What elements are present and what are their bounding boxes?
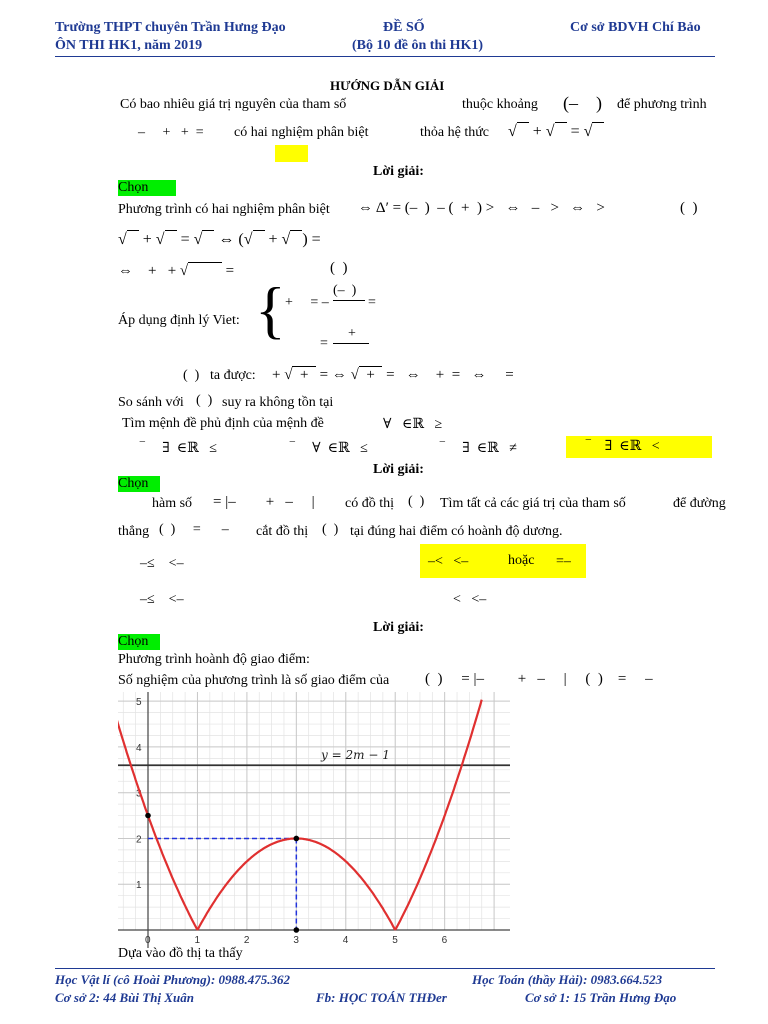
p2-statement: ∀ ∈ℝ ≥ bbox=[383, 417, 443, 432]
p3-chon-2: Chọn bbox=[118, 634, 160, 650]
p3-option-a: –≤ <– bbox=[140, 556, 184, 571]
p3-chon: Chọn bbox=[118, 476, 160, 492]
p1-eq-ref-1: ( ) bbox=[680, 200, 698, 216]
p1-step1: Phương trình có hai nghiệm phân biệt bbox=[118, 202, 330, 217]
p3-option-d: < <– bbox=[453, 592, 487, 607]
p3-graph-ref-1: ( ) bbox=[408, 494, 425, 509]
p3-option-c: –≤ <– bbox=[140, 592, 184, 607]
p2-option-a: ‾ ∃ ∈ℝ ≤ bbox=[140, 441, 217, 456]
school-name: Trường THPT chuyên Trần Hưng Đạo bbox=[55, 20, 286, 35]
p1-relation: √ + √ = √ bbox=[508, 122, 604, 141]
x-tick-label: 1 bbox=[194, 935, 201, 946]
p3-condition: tại đúng hai điểm có hoành độ dương. bbox=[350, 524, 563, 539]
exam-title: ĐỀ SỐ bbox=[383, 20, 425, 35]
p1-step4: + √ + = ⇔ √ + = ⇔ + = ⇔ = bbox=[272, 367, 514, 383]
viet-sum-bar bbox=[333, 300, 365, 301]
header-rule bbox=[55, 56, 715, 57]
p3-function: = |– + – | bbox=[213, 494, 315, 510]
p1-conclusion: suy ra không tồn tại bbox=[222, 395, 334, 410]
viet-sum-eq: = bbox=[368, 295, 376, 310]
p2-option-d-answer: ‾ ∃ ∈ℝ < bbox=[566, 436, 712, 458]
p3-loi-giai-2: Lời giải: bbox=[373, 620, 424, 635]
answer-highlight bbox=[275, 145, 308, 162]
y-tick-label: 2 bbox=[136, 834, 142, 846]
graph-point bbox=[294, 836, 300, 842]
viet-brace: { bbox=[255, 274, 286, 345]
p3-step2: Số nghiệm của phương trình là số giao điểm của bbox=[118, 673, 390, 688]
p1-interval: (– ) bbox=[563, 93, 602, 113]
y-tick-label: 5 bbox=[136, 697, 142, 709]
p1-loi-giai: Lời giải: bbox=[373, 164, 424, 179]
y-tick-label: 1 bbox=[136, 880, 142, 892]
x-tick-label: 5 bbox=[392, 935, 398, 946]
p1-step2: √ + √ = √ ⇔ (√ + √ ) = bbox=[118, 231, 321, 248]
p3-hoac: hoặc bbox=[508, 553, 535, 568]
p3-thang: thẳng bbox=[118, 524, 150, 539]
p3-step2-math: ( ) = |– + – | ( ) = – bbox=[425, 671, 653, 687]
footer-math: Học Toán (thầy Hải): 0983.664.523 bbox=[472, 972, 663, 987]
p3-tim: Tìm tất cả các giá trị của tham số bbox=[440, 496, 626, 511]
line-label: y = 2m − 1 bbox=[321, 748, 390, 763]
p3-conclusion: Dựa vào đồ thị ta thấy bbox=[118, 946, 243, 961]
center-name: Cơ sở BDVH Chí Bảo bbox=[570, 20, 701, 35]
y-tick-label: 3 bbox=[136, 788, 142, 800]
p3-ham-so: hàm số bbox=[152, 496, 193, 511]
p1-text-e: thỏa hệ thức bbox=[420, 125, 490, 140]
p3-step1: Phương trình hoành độ giao điểm: bbox=[118, 652, 310, 667]
viet-sum: + = – bbox=[285, 295, 329, 310]
p1-step3: ⇔ + + √ = bbox=[118, 263, 235, 279]
p1-ta-duoc: ta được: bbox=[210, 368, 256, 383]
p1-eq-ref-2: ( ) bbox=[330, 260, 348, 276]
p3-option-b-a: –< <– bbox=[428, 554, 469, 569]
p3-de-duong: để đường bbox=[673, 496, 726, 511]
footer-facebook: Fb: HỌC TOÁN THĐer bbox=[316, 990, 447, 1005]
p2-option-b: ‾ ∀ ∈ℝ ≤ bbox=[290, 441, 368, 456]
function-graph bbox=[118, 692, 510, 948]
p1-text-d: có hai nghiệm phân biệt bbox=[234, 125, 369, 140]
viet-label: Áp dụng định lý Viet: bbox=[118, 313, 240, 328]
footer-campus-2: Cơ sở 2: 44 Bùi Thị Xuân bbox=[55, 990, 194, 1005]
p1-so-sanh: So sánh với bbox=[118, 395, 184, 410]
exam-subtitle: (Bộ 10 đề ôn thi HK1) bbox=[352, 38, 484, 53]
x-tick-label: 2 bbox=[243, 935, 250, 946]
p3-graph-ref-2: ( ) bbox=[322, 522, 339, 537]
p3-option-b-b: =– bbox=[556, 554, 571, 569]
footer-rule bbox=[55, 968, 715, 969]
footer-physics: Học Vật lí (cô Hoài Phương): 0988.475.362 bbox=[55, 972, 291, 987]
x-tick-label: 0 bbox=[145, 935, 151, 946]
x-tick-label: 6 bbox=[441, 935, 448, 946]
p1-text-b: thuộc khoảng bbox=[462, 97, 538, 112]
p2-question: Tìm mệnh đề phủ định của mệnh đề bbox=[122, 416, 324, 431]
x-tick-label: 4 bbox=[342, 935, 349, 946]
viet-prod: = bbox=[320, 336, 328, 351]
p2-option-c: ‾ ∃ ∈ℝ ≠ bbox=[440, 441, 517, 456]
p1-equation: – + + = bbox=[138, 125, 204, 140]
p1-chon: Chọn bbox=[118, 180, 176, 196]
section-title: HƯỚNG DẪN GIẢI bbox=[330, 78, 445, 93]
y-tick-label: 4 bbox=[136, 742, 142, 754]
viet-prod-num: + bbox=[348, 326, 356, 341]
p1-eq-ref-4: ( ) bbox=[196, 393, 213, 408]
p3-loi-giai: Lời giải: bbox=[373, 462, 424, 477]
p1-text-a: Có bao nhiêu giá trị nguyên của tham số bbox=[120, 97, 347, 112]
footer-campus-1: Cơ sở 1: 15 Trần Hưng Đạo bbox=[525, 990, 677, 1005]
p3-do-thi: có đồ thị bbox=[345, 496, 394, 511]
viet-sum-num: (– ) bbox=[333, 283, 357, 298]
p3-cat: cắt đồ thị bbox=[256, 524, 309, 539]
exam-name: ÔN THI HK1, năm 2019 bbox=[55, 38, 203, 53]
p3-line-eq: ( ) = – bbox=[159, 522, 229, 537]
p1-eq-ref-3: ( ) bbox=[183, 368, 200, 383]
x-tick-label: 3 bbox=[293, 935, 299, 946]
graph-point bbox=[145, 813, 151, 819]
viet-prod-bar bbox=[333, 343, 369, 344]
graph-point bbox=[294, 927, 300, 933]
p1-text-c: để phương trình bbox=[617, 97, 707, 112]
p1-step1-math: ⇔ Δ′ = (– ) – ( + ) > ⇔ – > ⇔ > bbox=[358, 200, 605, 216]
